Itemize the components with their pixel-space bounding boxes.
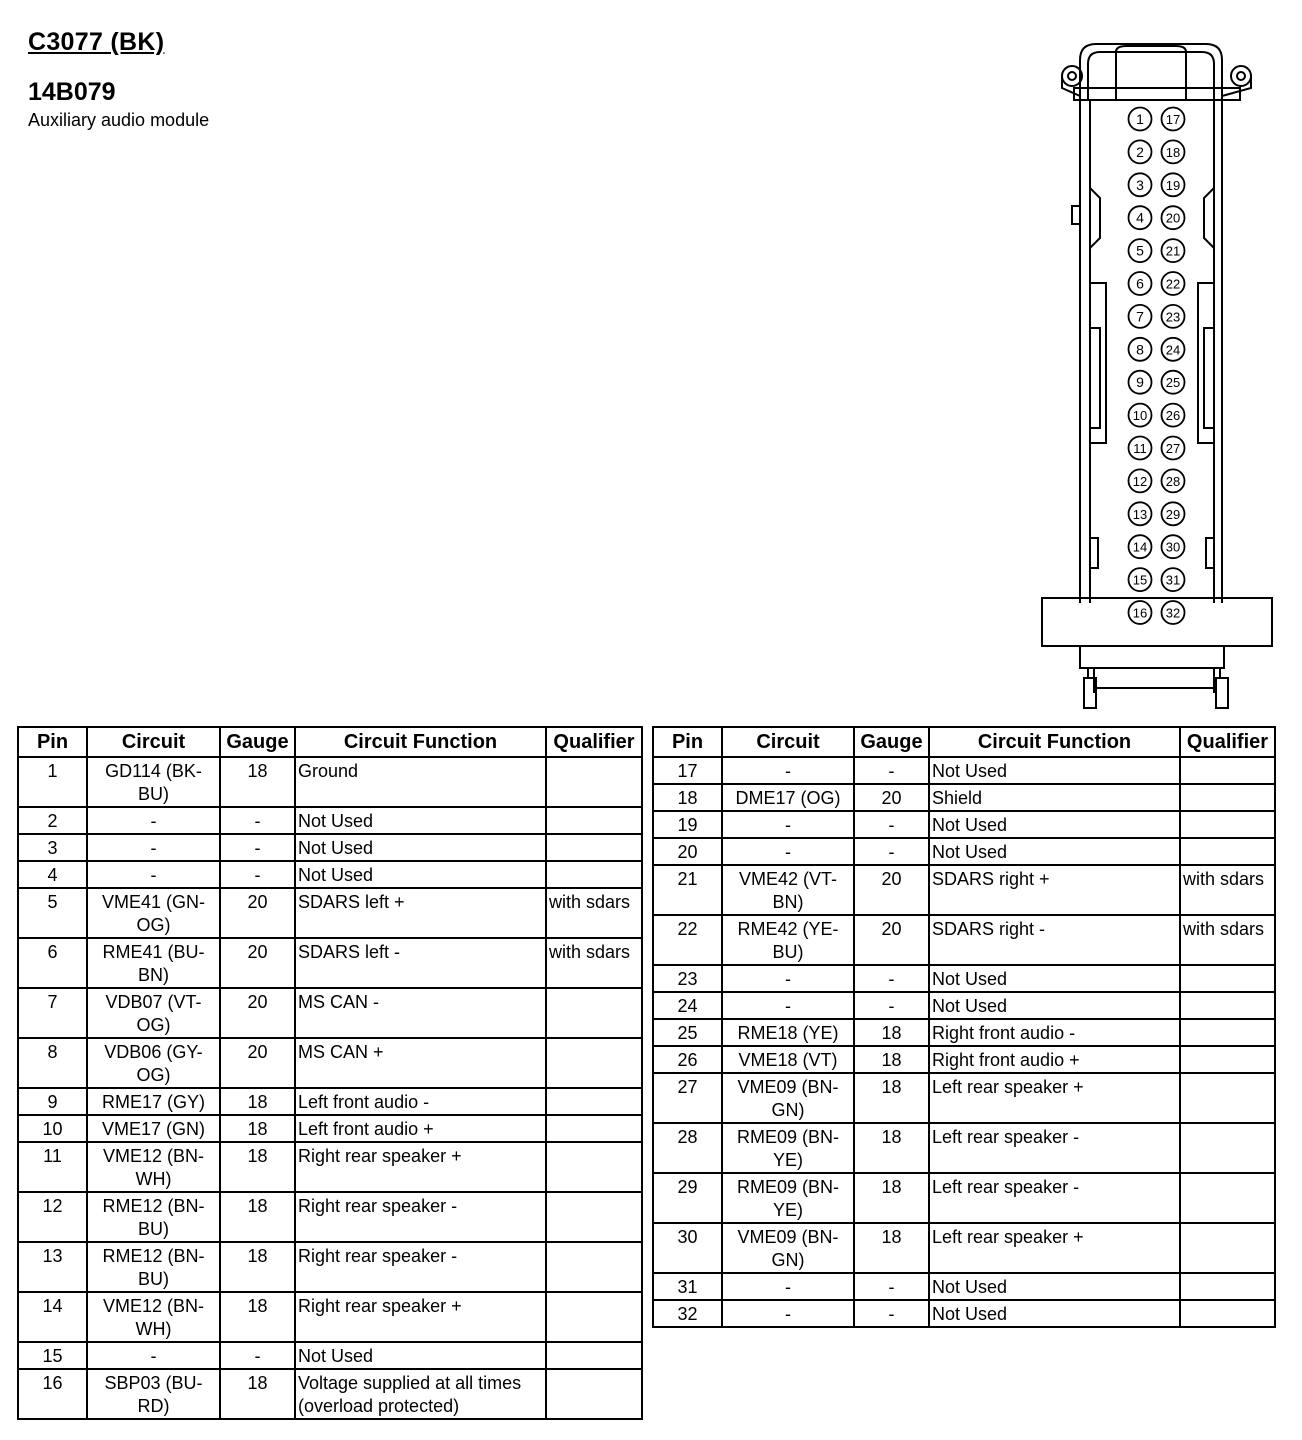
table-row [18, 1192, 642, 1242]
table-row [18, 807, 642, 834]
connector-pin-label: 28 [1165, 473, 1181, 489]
pin-cell: 27 [653, 1073, 722, 1123]
table-row [18, 938, 642, 988]
gauge-cell: 18 [220, 1242, 295, 1292]
pin-cell: 12 [18, 1192, 87, 1242]
function-cell: Right front audio + [929, 1046, 1180, 1073]
pin-cell: 10 [18, 1115, 87, 1142]
connector-pin-label: 10 [1132, 408, 1148, 424]
pin-cell: 9 [18, 1088, 87, 1115]
module-description: Auxiliary audio module [28, 110, 210, 130]
column-header-circuit: Circuit [87, 727, 220, 757]
qualifier-cell [1180, 757, 1275, 784]
connector-pin [1129, 140, 1152, 163]
pin-cell: 24 [653, 992, 722, 1019]
gauge-cell: - [220, 861, 295, 888]
pin-cell: 20 [653, 838, 722, 865]
function-cell: Not Used [929, 1300, 1180, 1327]
table-row [18, 888, 642, 938]
connector-pin [1129, 371, 1152, 394]
qualifier-cell: with sdars [546, 888, 642, 938]
connector-pin-label: 31 [1165, 572, 1181, 588]
pin-cell: 17 [653, 757, 722, 784]
circuit-cell: RME09 (BN-YE) [722, 1173, 854, 1223]
table-row [18, 1242, 642, 1292]
qualifier-cell [546, 1369, 642, 1419]
qualifier-cell [546, 834, 642, 861]
qualifier-cell [546, 1142, 642, 1192]
circuit-cell: - [722, 965, 854, 992]
gauge-cell: - [854, 757, 929, 784]
connector-pin [1162, 338, 1185, 361]
connector-pin-label: 26 [1165, 408, 1181, 424]
circuit-cell: VDB07 (VT-OG) [87, 988, 220, 1038]
connector-pin-label: 14 [1132, 539, 1148, 555]
qualifier-cell [1180, 784, 1275, 811]
qualifier-cell [1180, 838, 1275, 865]
connector-pin-label: 29 [1165, 506, 1181, 522]
pin-cell: 18 [653, 784, 722, 811]
column-header-function: Circuit Function [295, 727, 546, 757]
pin-cell: 8 [18, 1038, 87, 1088]
table-row [653, 1300, 1275, 1327]
circuit-cell: - [722, 1273, 854, 1300]
gauge-cell: 18 [854, 1223, 929, 1273]
connector-pin [1162, 206, 1185, 229]
connector-pin-label: 15 [1132, 572, 1148, 588]
connector-pin-label: 9 [1136, 374, 1144, 391]
connector-pin [1162, 404, 1185, 427]
qualifier-cell: with sdars [1180, 915, 1275, 965]
table-row [653, 1073, 1275, 1123]
connector-pin-label: 19 [1165, 177, 1181, 193]
qualifier-cell [546, 1038, 642, 1088]
table-row [18, 834, 642, 861]
table-row [18, 1142, 642, 1192]
table-row [18, 1342, 642, 1369]
circuit-cell: - [722, 757, 854, 784]
table-row [18, 1369, 642, 1419]
table-row [653, 811, 1275, 838]
connector-pin-label: 24 [1165, 342, 1181, 358]
qualifier-cell [546, 1192, 642, 1242]
gauge-cell: 18 [854, 1123, 929, 1173]
gauge-cell: 20 [220, 988, 295, 1038]
qualifier-cell [1180, 1123, 1275, 1173]
connector-pin [1162, 108, 1185, 131]
connector-pin [1129, 108, 1152, 131]
gauge-cell: 20 [220, 938, 295, 988]
function-cell: Left rear speaker - [929, 1123, 1180, 1173]
gauge-cell: 20 [220, 1038, 295, 1088]
circuit-cell: - [722, 992, 854, 1019]
bottom-right-clip [1216, 678, 1228, 708]
circuit-cell: VDB06 (GY-OG) [87, 1038, 220, 1088]
function-cell: Right rear speaker - [295, 1192, 546, 1242]
function-cell: Right rear speaker - [295, 1242, 546, 1292]
qualifier-cell: with sdars [546, 938, 642, 988]
connector-pin-label: 2 [1136, 143, 1144, 160]
table-row [653, 1223, 1275, 1273]
pin-cell: 15 [18, 1342, 87, 1369]
qualifier-cell [546, 1115, 642, 1142]
connector-pin [1129, 239, 1152, 262]
table-header-row [653, 727, 1275, 757]
function-cell: Not Used [929, 757, 1180, 784]
qualifier-cell [1180, 1273, 1275, 1300]
qualifier-cell: with sdars [1180, 865, 1275, 915]
pin-cell: 31 [653, 1273, 722, 1300]
table-row [18, 1292, 642, 1342]
connector-pin [1129, 404, 1152, 427]
pinout-table-right [652, 726, 1276, 1328]
table-row [653, 1123, 1275, 1173]
connector-face-diagram [1038, 38, 1278, 713]
connector-pin [1129, 502, 1152, 525]
column-header-function: Circuit Function [929, 727, 1180, 757]
gauge-cell: 18 [220, 1192, 295, 1242]
connector-pin [1129, 469, 1152, 492]
connector-flange [1042, 598, 1272, 646]
right-mount-ear [1231, 66, 1251, 86]
table-row [653, 1273, 1275, 1300]
function-cell: Right rear speaker + [295, 1142, 546, 1192]
pin-cell: 7 [18, 988, 87, 1038]
column-header-pin: Pin [653, 727, 722, 757]
function-cell: Not Used [929, 838, 1180, 865]
connector-pin-label: 6 [1136, 275, 1144, 292]
qualifier-cell [546, 861, 642, 888]
connector-pin-label: 32 [1165, 605, 1181, 621]
gauge-cell: 18 [854, 1073, 929, 1123]
gauge-cell: 18 [854, 1173, 929, 1223]
table-row [653, 757, 1275, 784]
function-cell: Left rear speaker - [929, 1173, 1180, 1223]
connector-title: C3077 (BK) [28, 28, 165, 56]
table-row [18, 757, 642, 807]
gauge-cell: - [854, 1300, 929, 1327]
pin-cell: 3 [18, 834, 87, 861]
table-row [653, 992, 1275, 1019]
gauge-cell: 20 [220, 888, 295, 938]
circuit-cell: VME09 (BN-GN) [722, 1223, 854, 1273]
function-cell: Not Used [295, 834, 546, 861]
column-header-qualifier: Qualifier [546, 727, 642, 757]
column-header-circuit: Circuit [722, 727, 854, 757]
connector-pin-label: 5 [1136, 242, 1144, 259]
connector-pin [1162, 469, 1185, 492]
function-cell: SDARS left - [295, 938, 546, 988]
connector-pin [1129, 535, 1152, 558]
function-cell: SDARS right + [929, 865, 1180, 915]
circuit-cell: - [87, 834, 220, 861]
connector-pin-label: 18 [1165, 144, 1181, 160]
function-cell: SDARS right - [929, 915, 1180, 965]
gauge-cell: - [854, 838, 929, 865]
qualifier-cell [1180, 992, 1275, 1019]
connector-pin [1162, 568, 1185, 591]
table-row [653, 965, 1275, 992]
qualifier-cell [1180, 1073, 1275, 1123]
circuit-cell: - [722, 811, 854, 838]
gauge-cell: 20 [854, 784, 929, 811]
connector-pin [1162, 502, 1185, 525]
table-row [653, 838, 1275, 865]
table-row [653, 1046, 1275, 1073]
circuit-cell: - [722, 1300, 854, 1327]
gauge-cell: 18 [220, 1142, 295, 1192]
connector-pin [1162, 239, 1185, 262]
circuit-cell: - [87, 1342, 220, 1369]
pin-cell: 25 [653, 1019, 722, 1046]
function-cell: Not Used [295, 861, 546, 888]
circuit-cell: RME12 (BN-BU) [87, 1192, 220, 1242]
function-cell: Left front audio + [295, 1115, 546, 1142]
gauge-cell: 20 [854, 865, 929, 915]
connector-pin [1162, 140, 1185, 163]
circuit-cell: RME17 (GY) [87, 1088, 220, 1115]
circuit-cell: - [87, 807, 220, 834]
connector-pin-label: 13 [1132, 506, 1148, 522]
function-cell: Left rear speaker + [929, 1223, 1180, 1273]
function-cell: Left rear speaker + [929, 1073, 1180, 1123]
column-header-pin: Pin [18, 727, 87, 757]
gauge-cell: - [854, 992, 929, 1019]
qualifier-cell [546, 1342, 642, 1369]
connector-pin [1129, 206, 1152, 229]
pin-cell: 14 [18, 1292, 87, 1342]
gauge-cell: - [220, 1342, 295, 1369]
connector-pin-label: 16 [1132, 605, 1148, 621]
table-row [653, 1173, 1275, 1223]
gauge-cell: 18 [220, 1088, 295, 1115]
gauge-cell: 18 [220, 757, 295, 807]
pin-cell: 1 [18, 757, 87, 807]
connector-pin [1129, 568, 1152, 591]
qualifier-cell [546, 988, 642, 1038]
connector-pin-label: 4 [1136, 209, 1144, 226]
function-cell: Right rear speaker + [295, 1292, 546, 1342]
connector-pin [1129, 305, 1152, 328]
connector-pin [1129, 601, 1152, 624]
column-header-gauge: Gauge [220, 727, 295, 757]
pin-cell: 26 [653, 1046, 722, 1073]
function-cell: Shield [929, 784, 1180, 811]
connector-pin-label: 1 [1136, 111, 1144, 127]
connector-pin-label: 3 [1136, 176, 1144, 193]
circuit-cell: SBP03 (BU-RD) [87, 1369, 220, 1419]
table-row [18, 1088, 642, 1115]
pin-cell: 4 [18, 861, 87, 888]
circuit-cell: RME09 (BN-YE) [722, 1123, 854, 1173]
pin-cell: 19 [653, 811, 722, 838]
function-cell: MS CAN - [295, 988, 546, 1038]
connector-pin-label: 25 [1165, 375, 1181, 391]
circuit-cell: VME18 (VT) [722, 1046, 854, 1073]
circuit-cell: VME42 (VT-BN) [722, 865, 854, 915]
table-row [18, 1038, 642, 1088]
connector-pin [1162, 305, 1185, 328]
pin-cell: 28 [653, 1123, 722, 1173]
column-header-gauge: Gauge [854, 727, 929, 757]
gauge-cell: 18 [854, 1019, 929, 1046]
circuit-cell: RME41 (BU-BN) [87, 938, 220, 988]
function-cell: Not Used [929, 992, 1180, 1019]
table-row [18, 861, 642, 888]
qualifier-cell [546, 1292, 642, 1342]
function-cell: Left front audio - [295, 1088, 546, 1115]
connector-pin-label: 11 [1133, 441, 1147, 456]
pin-cell: 22 [653, 915, 722, 965]
part-number: 14B079 [28, 78, 116, 106]
pin-cell: 2 [18, 807, 87, 834]
qualifier-cell [1180, 965, 1275, 992]
table-row [653, 915, 1275, 965]
connector-pin [1129, 173, 1152, 196]
connector-pin-label: 22 [1165, 276, 1181, 292]
circuit-cell: - [87, 861, 220, 888]
gauge-cell: 18 [220, 1292, 295, 1342]
connector-pin [1162, 173, 1185, 196]
connector-pin-label: 23 [1165, 309, 1181, 325]
function-cell: SDARS left + [295, 888, 546, 938]
pin-cell: 13 [18, 1242, 87, 1292]
function-cell: Not Used [295, 807, 546, 834]
gauge-cell: 18 [220, 1369, 295, 1419]
connector-pin [1162, 371, 1185, 394]
pin-cell: 32 [653, 1300, 722, 1327]
connector-pin [1162, 535, 1185, 558]
qualifier-cell [1180, 1046, 1275, 1073]
pin-cell: 11 [18, 1142, 87, 1192]
table-header-row [18, 727, 642, 757]
circuit-cell: DME17 (OG) [722, 784, 854, 811]
circuit-cell: - [722, 838, 854, 865]
connector-pin [1129, 272, 1152, 295]
gauge-cell: - [220, 807, 295, 834]
qualifier-cell [1180, 1223, 1275, 1273]
pin-cell: 29 [653, 1173, 722, 1223]
circuit-cell: VME12 (BN-WH) [87, 1142, 220, 1192]
connector-pin [1162, 272, 1185, 295]
pin-cell: 6 [18, 938, 87, 988]
circuit-cell: VME17 (GN) [87, 1115, 220, 1142]
gauge-cell: 18 [220, 1115, 295, 1142]
circuit-cell: RME12 (BN-BU) [87, 1242, 220, 1292]
circuit-cell: VME12 (BN-WH) [87, 1292, 220, 1342]
connector-pin-label: 30 [1165, 539, 1181, 555]
qualifier-cell [1180, 811, 1275, 838]
connector-pin-label: 27 [1165, 441, 1181, 456]
gauge-cell: - [220, 834, 295, 861]
pin-cell: 23 [653, 965, 722, 992]
table-row [18, 988, 642, 1038]
connector-pin-label: 20 [1165, 210, 1181, 226]
function-cell: Not Used [295, 1342, 546, 1369]
pin-cell: 30 [653, 1223, 722, 1273]
connector-pin-label: 8 [1136, 341, 1144, 358]
circuit-cell: RME42 (YE-BU) [722, 915, 854, 965]
function-cell: Right front audio - [929, 1019, 1180, 1046]
qualifier-cell [546, 807, 642, 834]
function-cell: Voltage supplied at all times (overload protected) [295, 1369, 546, 1419]
connector-pin [1129, 338, 1152, 361]
gauge-cell: 18 [854, 1046, 929, 1073]
qualifier-cell [1180, 1300, 1275, 1327]
function-cell: Not Used [929, 965, 1180, 992]
table-row [653, 1019, 1275, 1046]
connector-pin [1162, 437, 1185, 460]
function-cell: Not Used [929, 811, 1180, 838]
gauge-cell: - [854, 811, 929, 838]
qualifier-cell [546, 757, 642, 807]
connector-pin [1162, 601, 1185, 624]
pin-cell: 21 [653, 865, 722, 915]
gauge-cell: - [854, 965, 929, 992]
pinout-table-left [17, 726, 643, 1420]
pin-cell: 16 [18, 1369, 87, 1419]
qualifier-cell [1180, 1019, 1275, 1046]
circuit-cell: VME09 (BN-GN) [722, 1073, 854, 1123]
circuit-cell: RME18 (YE) [722, 1019, 854, 1046]
function-cell: MS CAN + [295, 1038, 546, 1088]
connector-pin-label: 21 [1165, 243, 1181, 259]
column-header-qualifier: Qualifier [1180, 727, 1275, 757]
table-row [653, 784, 1275, 811]
connector-pin [1129, 437, 1152, 460]
gauge-cell: 20 [854, 915, 929, 965]
circuit-cell: VME41 (GN-OG) [87, 888, 220, 938]
function-cell: Not Used [929, 1273, 1180, 1300]
connector-pin-label: 17 [1165, 112, 1181, 127]
qualifier-cell [546, 1088, 642, 1115]
qualifier-cell [1180, 1173, 1275, 1223]
circuit-cell: GD114 (BK-BU) [87, 757, 220, 807]
pin-cell: 5 [18, 888, 87, 938]
qualifier-cell [546, 1242, 642, 1292]
table-row [653, 865, 1275, 915]
gauge-cell: - [854, 1273, 929, 1300]
function-cell: Ground [295, 757, 546, 807]
connector-pin-label: 7 [1136, 308, 1144, 325]
connector-pin-label: 12 [1132, 473, 1148, 489]
table-row [18, 1115, 642, 1142]
